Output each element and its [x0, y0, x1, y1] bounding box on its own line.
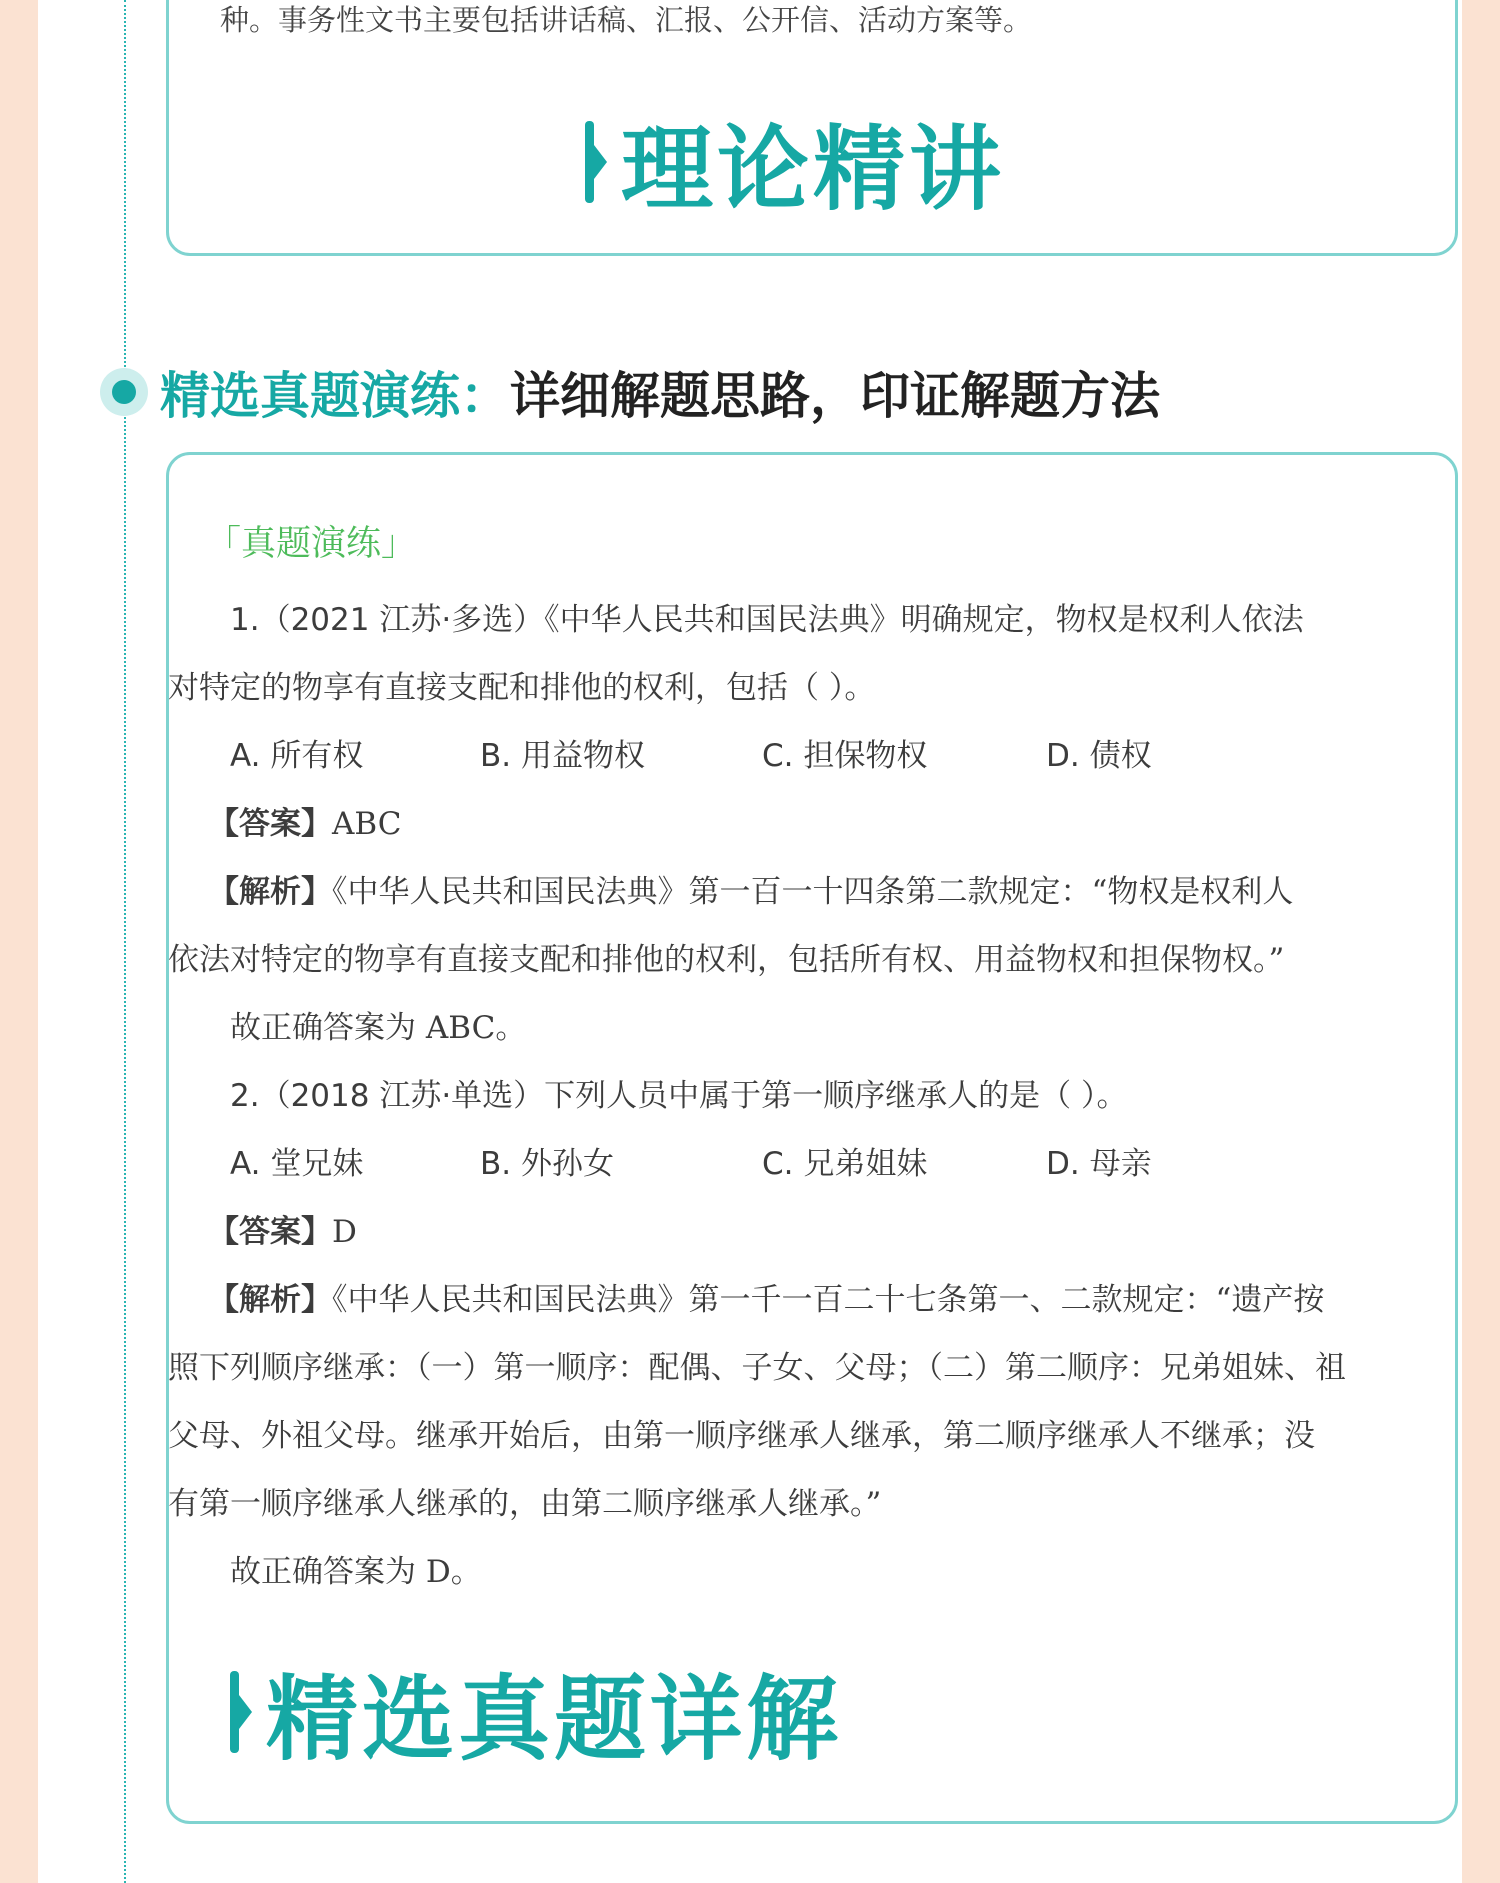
q2-analysis-line1 — [208, 1280, 1324, 1320]
practice-title — [230, 1646, 842, 1778]
q2-answer — [208, 1212, 357, 1252]
q2-option-d: D. 母亲 — [1046, 1146, 1152, 1182]
q2-option-a: A. 堂兄妹 — [230, 1146, 364, 1182]
q1-conclusion: 故正确答案为 ABC。 — [230, 1010, 527, 1046]
practice-tag: 「真题演练」 — [206, 524, 417, 564]
q1-analysis-label: 【解析】 — [208, 874, 332, 910]
title-marker-icon — [585, 121, 607, 203]
q1-analysis-line1 — [208, 872, 1293, 912]
q1-stem-line1: 1.（2021 江苏·多选）《中华人民共和国民法典》明确规定，物权是权利人依法 — [230, 602, 1304, 638]
theory-title — [585, 96, 1005, 228]
section-heading-subtitle: 详细解题思路，印证解题方法 — [510, 367, 1160, 425]
q1-analysis-line2: 依法对特定的物享有直接支配和排他的权利，包括所有权、用益物权和担保物权。” — [168, 942, 1285, 978]
page — [38, 0, 1462, 1883]
q2-conclusion: 故正确答案为 D。 — [230, 1554, 482, 1590]
q2-analysis-line3: 父母、外祖父母。继承开始后，由第一顺序继承人继承，第二顺序继承人不继承；没 — [168, 1418, 1315, 1454]
q1-answer-label: 【答案】 — [208, 806, 332, 842]
q2-answer-label: 【答案】 — [208, 1214, 332, 1250]
theory-text: 种。事务性文书主要包括讲话稿、汇报、公开信、活动方案等。 — [220, 3, 1033, 37]
q1-answer — [208, 804, 401, 844]
q2-answer-value: D — [332, 1214, 357, 1250]
q2-stem-line1: 2.（2018 江苏·单选）下列人员中属于第一顺序继承人的是（ ）。 — [230, 1078, 1128, 1114]
practice-card — [166, 452, 1458, 1824]
q2-analysis-text1: 《中华人民共和国民法典》第一千一百二十七条第一、二款规定：“遗产按 — [332, 1282, 1325, 1318]
q1-answer-value: ABC — [332, 806, 402, 842]
theory-title-text: 理论精讲 — [621, 116, 1006, 223]
bullet-dot-icon — [100, 368, 148, 416]
q1-option-a: A. 所有权 — [230, 738, 364, 774]
q1-stem-line2: 对特定的物享有直接支配和排他的权利，包括（ ）。 — [168, 670, 876, 706]
q1-option-c: C. 担保物权 — [762, 738, 928, 774]
timeline-dotted-line — [124, 0, 126, 1883]
practice-title-text: 精选真题详解 — [266, 1666, 843, 1773]
q1-option-b: B. 用益物权 — [480, 738, 645, 774]
section-heading-accent: 精选真题演练： — [160, 367, 510, 425]
q2-analysis-line4: 有第一顺序继承人继承的，由第二顺序继承人继承。” — [168, 1486, 882, 1522]
q2-option-b: B. 外孙女 — [480, 1146, 614, 1182]
q1-option-d: D. 债权 — [1046, 738, 1152, 774]
title-marker-icon — [230, 1671, 252, 1753]
q2-option-c: C. 兄弟姐妹 — [762, 1146, 928, 1182]
section-heading — [100, 356, 1160, 428]
q2-analysis-line2: 照下列顺序继承：（一）第一顺序：配偶、子女、父母；（二）第二顺序：兄弟姐妹、祖 — [168, 1350, 1346, 1386]
q1-analysis-text1: 《中华人民共和国民法典》第一百一十四条第二款规定：“物权是权利人 — [332, 874, 1294, 910]
q2-analysis-label: 【解析】 — [208, 1282, 332, 1318]
